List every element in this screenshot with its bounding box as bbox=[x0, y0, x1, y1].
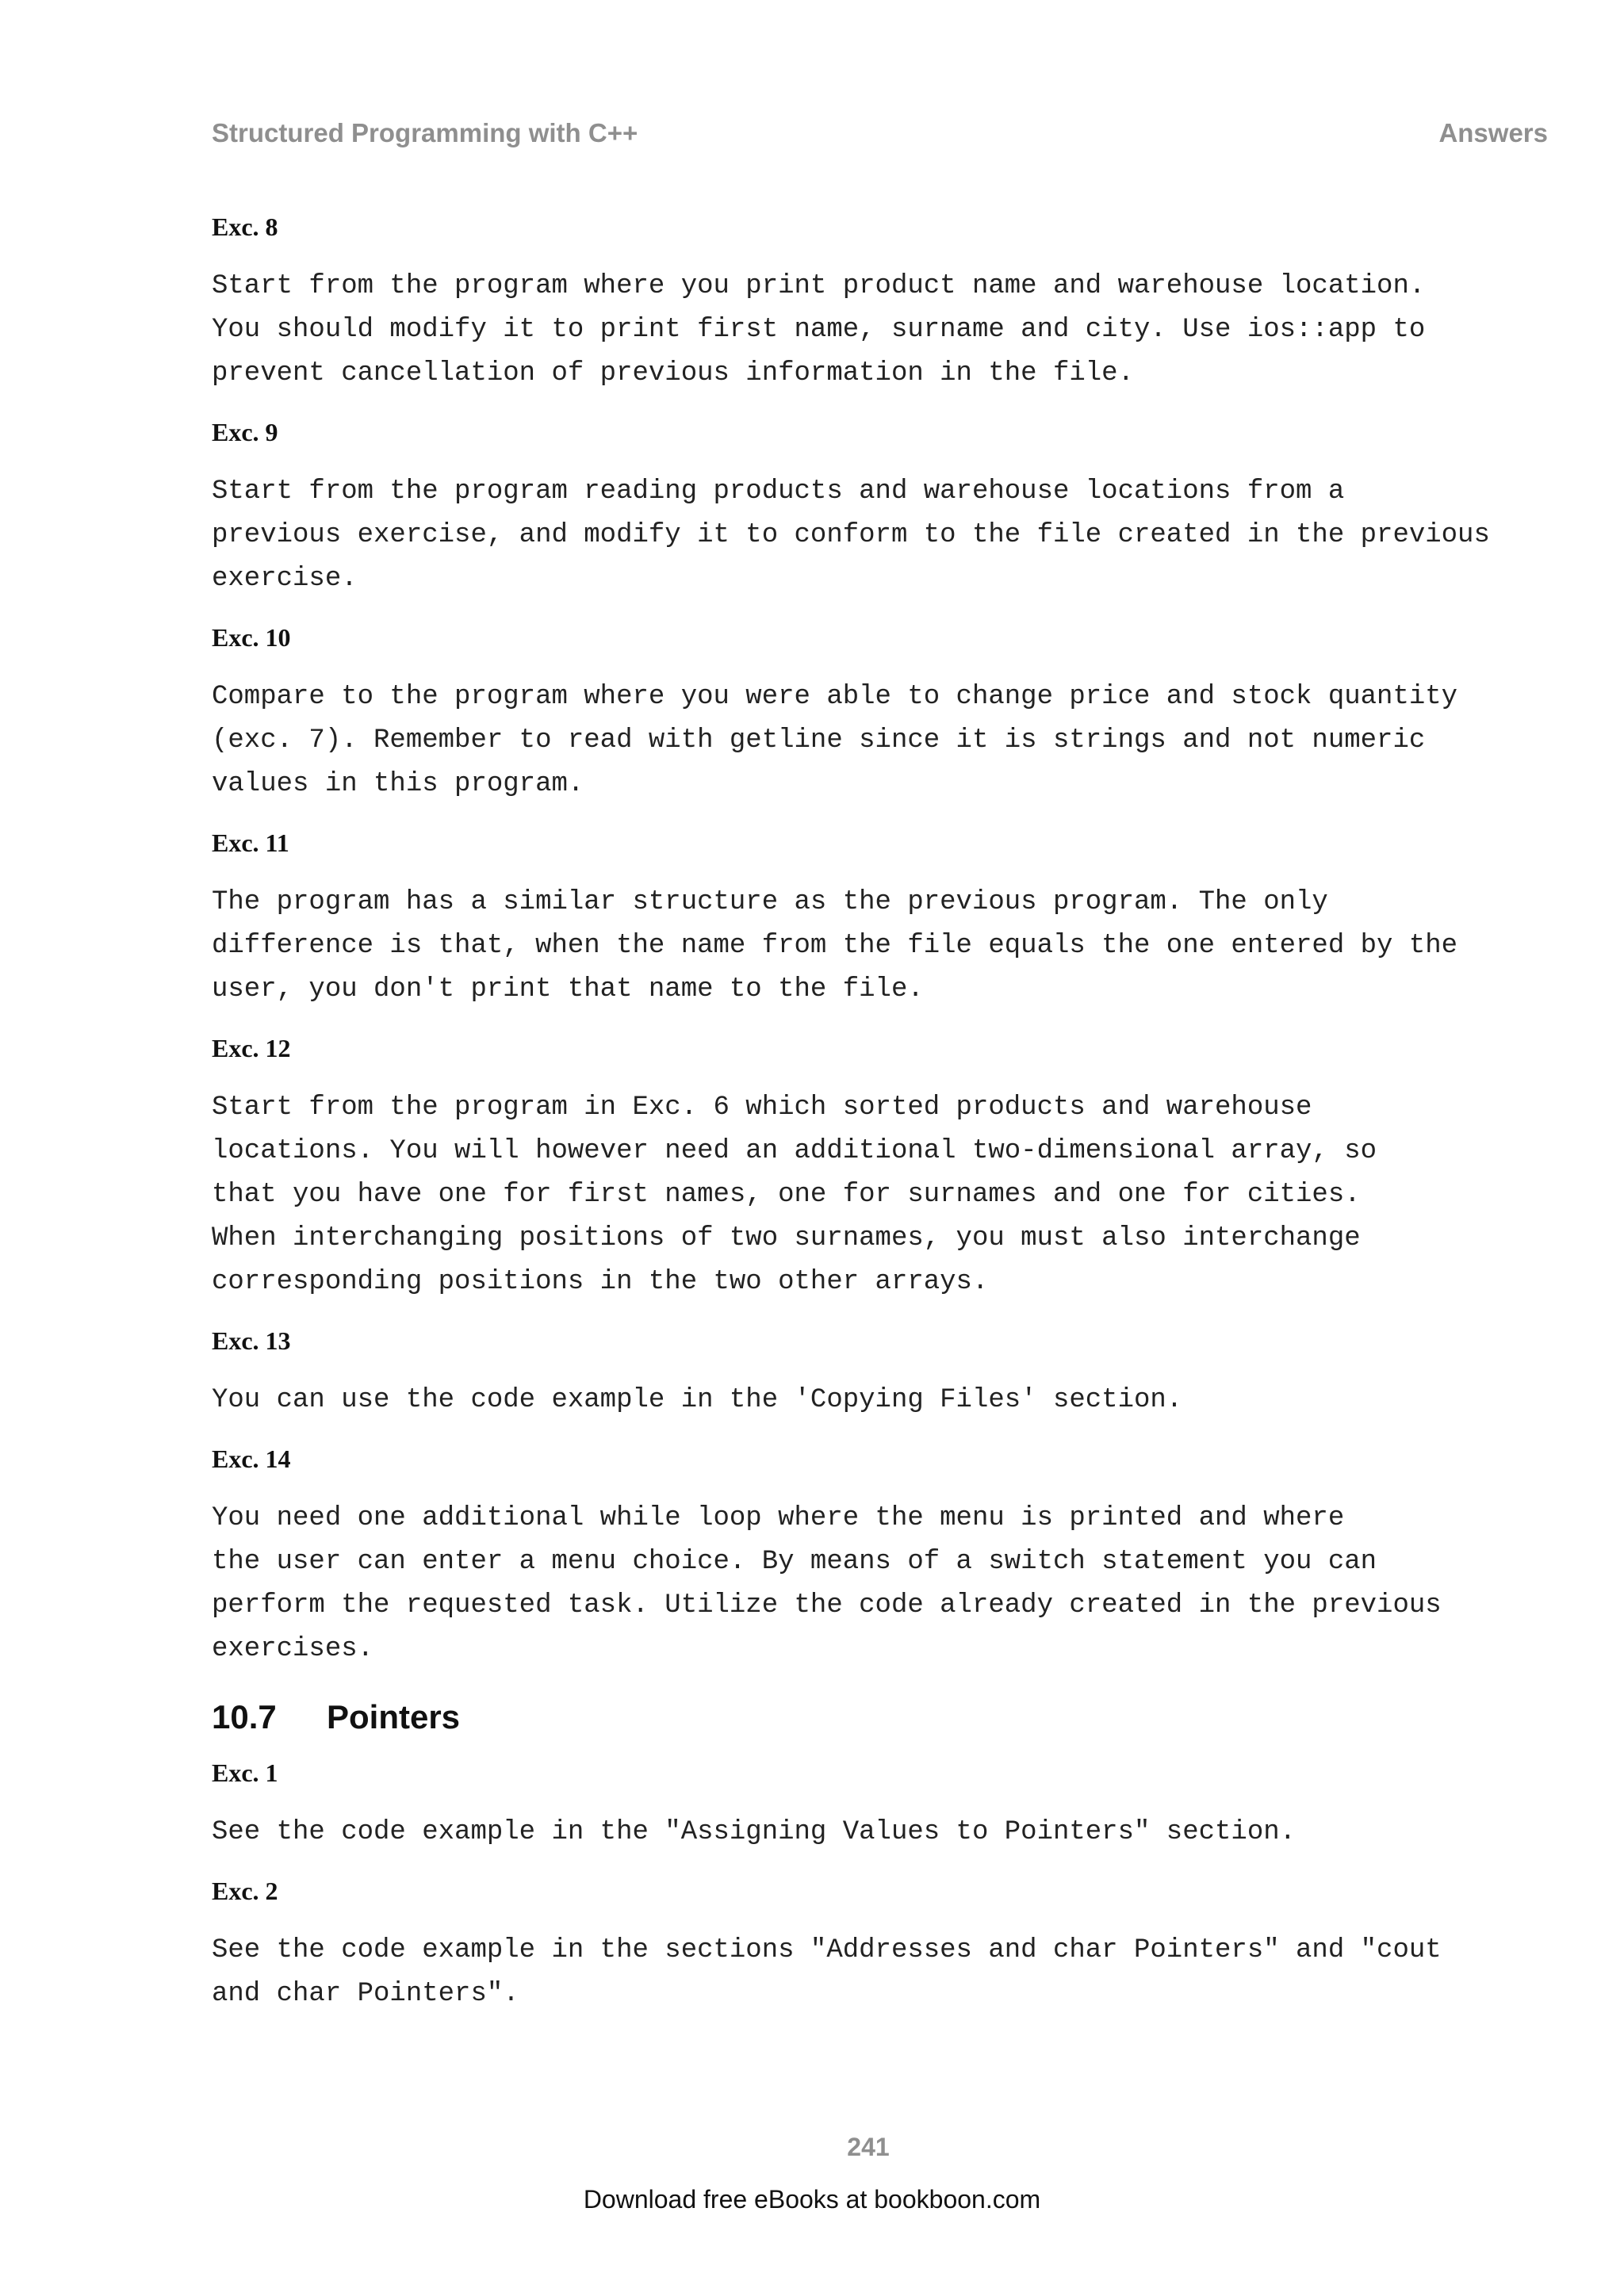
footer-link-text[interactable]: Download free eBooks at bookboon.com bbox=[583, 2185, 1041, 2214]
exercise-heading: Exc. 13 bbox=[212, 1326, 291, 1355]
exercise-block bbox=[212, 1322, 1560, 1422]
exercise-block bbox=[212, 208, 1560, 396]
exercise-answer: You need one additional while loop where the menu is printed and where the user can enter a menu choice. By means of a switch statement you can perform the requested task. Utilize the code already created in the previous exercises. bbox=[212, 1503, 1442, 1664]
section-number: 10.7 bbox=[212, 1698, 277, 1735]
section-title: Pointers bbox=[327, 1698, 461, 1735]
exercise-heading: Exc. 14 bbox=[212, 1445, 291, 1473]
exercise-block bbox=[212, 824, 1560, 1012]
exercise-heading: Exc. 12 bbox=[212, 1034, 291, 1062]
page-number: 241 bbox=[847, 2133, 890, 2161]
exercise-answer: You can use the code example in the 'Copying Files' section. bbox=[212, 1385, 1183, 1415]
exercise-heading: Exc. 9 bbox=[212, 418, 278, 446]
book-title: Structured Programming with C++ bbox=[212, 118, 638, 147]
running-header bbox=[212, 113, 1548, 154]
exercise-answer: Start from the program reading products and warehouse locations from a previous exercise, and modify it to conform to the file created in the previous exercise. bbox=[212, 476, 1490, 594]
exercise-heading: Exc. 1 bbox=[212, 1758, 278, 1787]
exercise-heading: Exc. 8 bbox=[212, 212, 278, 241]
exercise-block bbox=[212, 618, 1560, 806]
exercise-answer: Start from the program in Exc. 6 which sorted products and warehouse locations. You will however need an additional two-dimensional array, so that you have one for first names, one for surnames and one for cities. When interchanging positions of two surnames, you must also interchange corresponding positions in the two other arrays. bbox=[212, 1093, 1377, 1297]
exercise-block bbox=[212, 1754, 1560, 1854]
exercise-block bbox=[212, 413, 1560, 601]
exercise-heading: Exc. 2 bbox=[212, 1877, 278, 1905]
exercise-block bbox=[212, 1440, 1560, 1671]
exercise-answer: Start from the program where you print product name and warehouse location. You should modify it to print first name, surname and city. Use ios::app to prevent cancellation of previous information in the file. bbox=[212, 271, 1426, 388]
exercise-heading: Exc. 11 bbox=[212, 828, 289, 857]
exercise-block bbox=[212, 1029, 1560, 1304]
exercise-block bbox=[212, 1872, 1560, 2016]
exercise-heading: Exc. 10 bbox=[212, 623, 291, 652]
exercise-answer: The program has a similar structure as the previous program. The only difference is that, when the name from the file equals the one entered by the user, you don't print that name to the file. bbox=[212, 887, 1458, 1004]
exercise-answer: Compare to the program where you were able to change price and stock quantity (exc. 7). Remember to read with getline since it is strings and not numeric values in this program. bbox=[212, 682, 1458, 799]
exercise-answer: See the code example in the "Assigning Values to Pointers" section. bbox=[212, 1817, 1297, 1847]
page-content bbox=[212, 208, 1560, 2034]
exercise-answer: See the code example in the sections "Addresses and char Pointers" and "cout and char Pointers". bbox=[212, 1935, 1442, 2009]
section-heading bbox=[212, 1695, 1560, 1739]
chapter-title: Answers bbox=[1438, 118, 1548, 147]
